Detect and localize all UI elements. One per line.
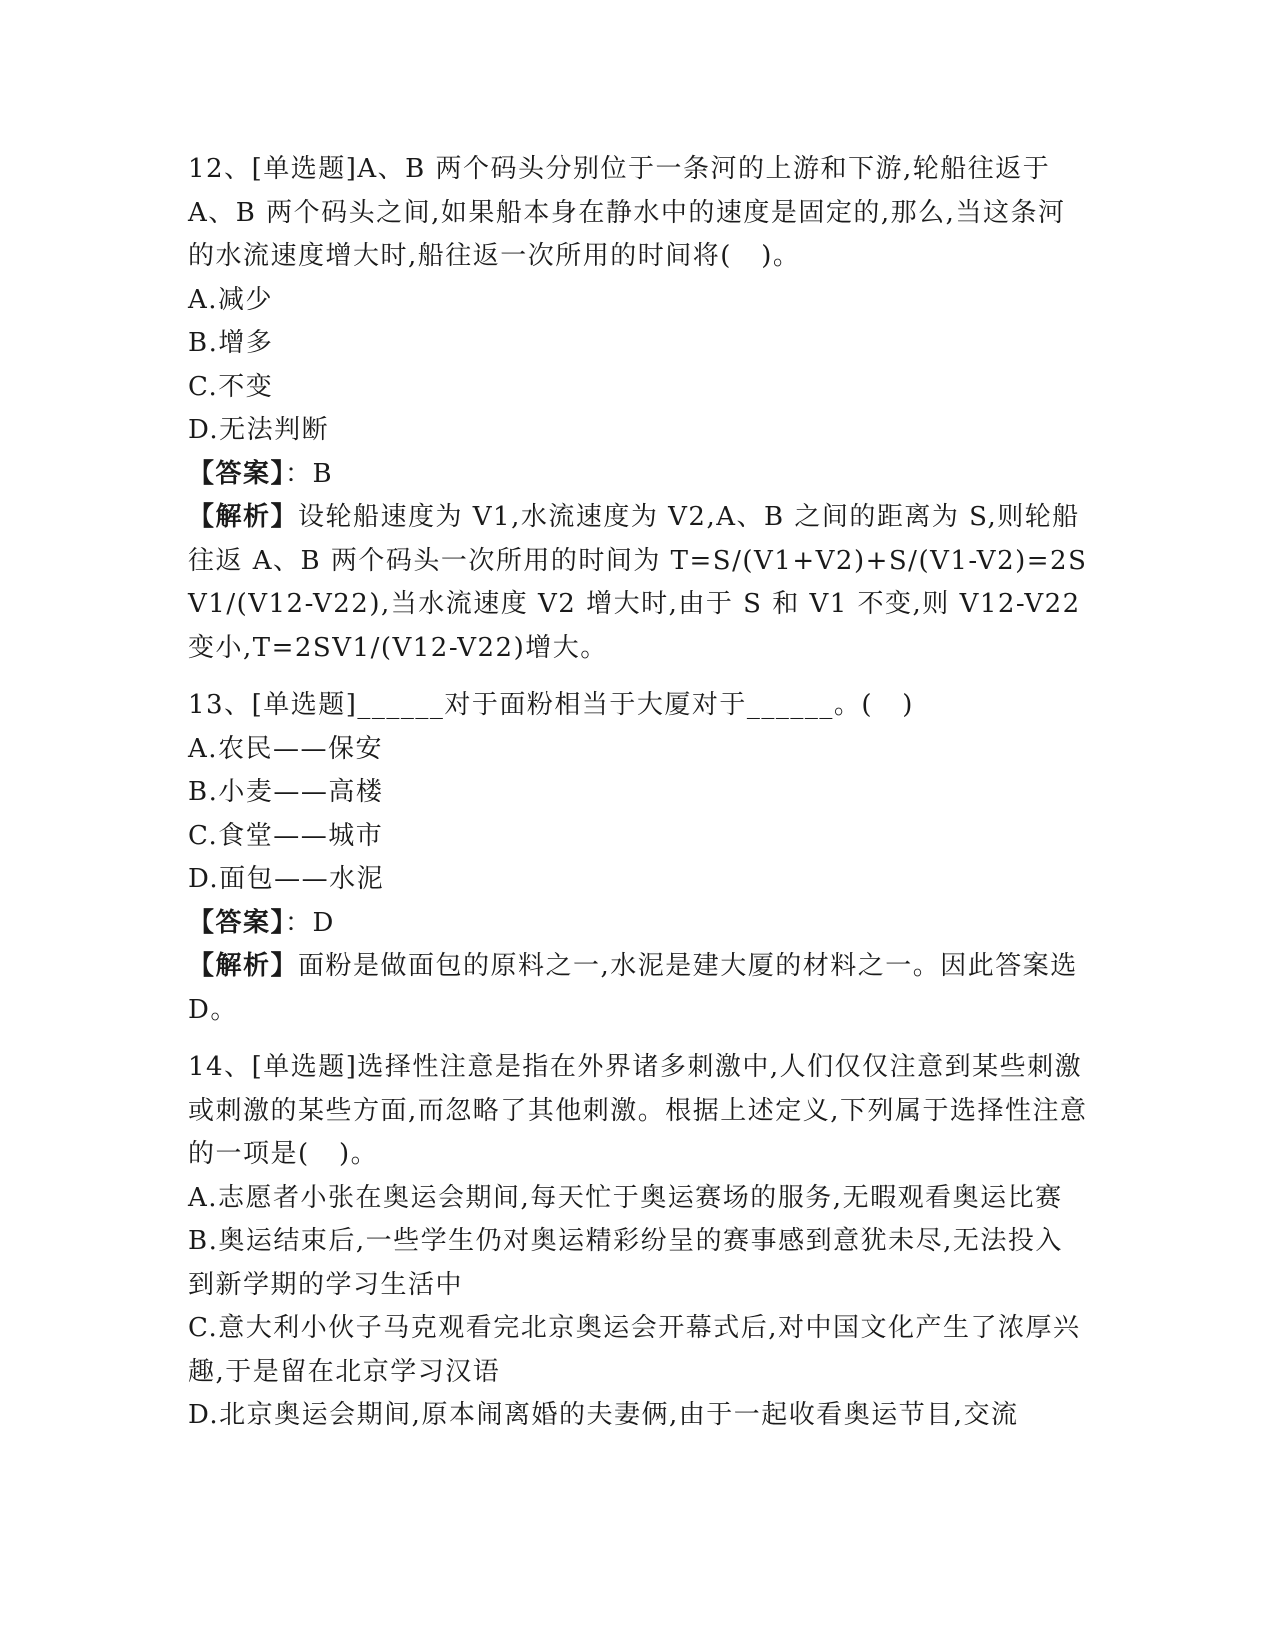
option-a: A.减少 — [188, 284, 274, 315]
option-a: A.农民——保安 — [188, 733, 384, 764]
option-d: D.面包——水泥 — [188, 864, 385, 894]
option-b: B.增多 — [188, 328, 274, 358]
option-d: D.北京奥运会期间,原本闹离婚的夫妻俩,由于一起收看奥运节目,交流 — [188, 1400, 1019, 1430]
explanation-label: 【解析】 — [188, 502, 299, 532]
option-b: B.奥运结束后,一些学生仍对奥运精彩纷呈的赛事感到意犹未尽,无法投入到新学期的学习生活中 — [188, 1226, 1063, 1300]
explanation-text: 面粉是做面包的原料之一,水泥是建大厦的材料之一。因此答案选 D。 — [188, 951, 1088, 1025]
answer-row — [188, 902, 1088, 946]
option-c: C.食堂——城市 — [188, 820, 384, 851]
question-14 — [188, 1046, 1088, 1438]
explanation-row — [188, 496, 1091, 670]
answer-value: ：D — [285, 907, 335, 938]
answer-label: 【答案】 — [188, 458, 286, 489]
answer-row — [188, 453, 1088, 497]
option-d: D.无法判断 — [188, 415, 330, 445]
question-stem: 12、[单选题]A、B 两个码头分别位于一条河的上游和下游,轮船往返于A、B 两个码头之间,如果船本身在静水中的速度是固定的,那么,当这条河的水流速度增大时,船往返一次所用的时间将( )。 — [188, 154, 1066, 271]
question-stem: 14、[单选题]选择性注意是指在外界诸多刺激中,人们仅仅注意到某些刺激或刺激的某些方面,而忽略了其他刺激。根据上述定义,下列属于选择性注意的一项是( )。 — [188, 1052, 1088, 1169]
option-b: B.小麦——高楼 — [188, 777, 384, 807]
option-c: C.意大利小伙子马克观看完北京奥运会开幕式后,对中国文化产生了浓厚兴趣,于是留在北京学习汉语 — [188, 1313, 1081, 1387]
answer-value: ：B — [285, 458, 334, 489]
document-page — [188, 148, 1091, 1438]
question-stem: 13、[单选题]______对于面粉相当于大厦对于______。( ) — [188, 690, 914, 720]
explanation-label: 【解析】 — [188, 951, 299, 981]
explanation-text: 设轮船速度为 V1,水流速度为 V2,A、B 之间的距离为 S,则轮船往返 A、B 两个码头一次所用的时间为 T=S/(V1+V2)+S/(V1-V2)=2SV1/(V12-V22),当水流速度 V2 增大时,由于 S 和 V1 不变,则 V12-V22 变小,T=2SV1/(V12-V22)增大。 — [188, 502, 1091, 663]
option-a: A.志愿者小张在奥运会期间,每天忙于奥运赛场的服务,无暇观看奥运比赛 — [188, 1182, 1063, 1213]
option-c: C.不变 — [188, 371, 274, 402]
question-12 — [188, 148, 1091, 670]
explanation-row — [188, 945, 1088, 1032]
answer-label: 【答案】 — [188, 907, 286, 938]
question-13 — [188, 684, 1088, 1032]
